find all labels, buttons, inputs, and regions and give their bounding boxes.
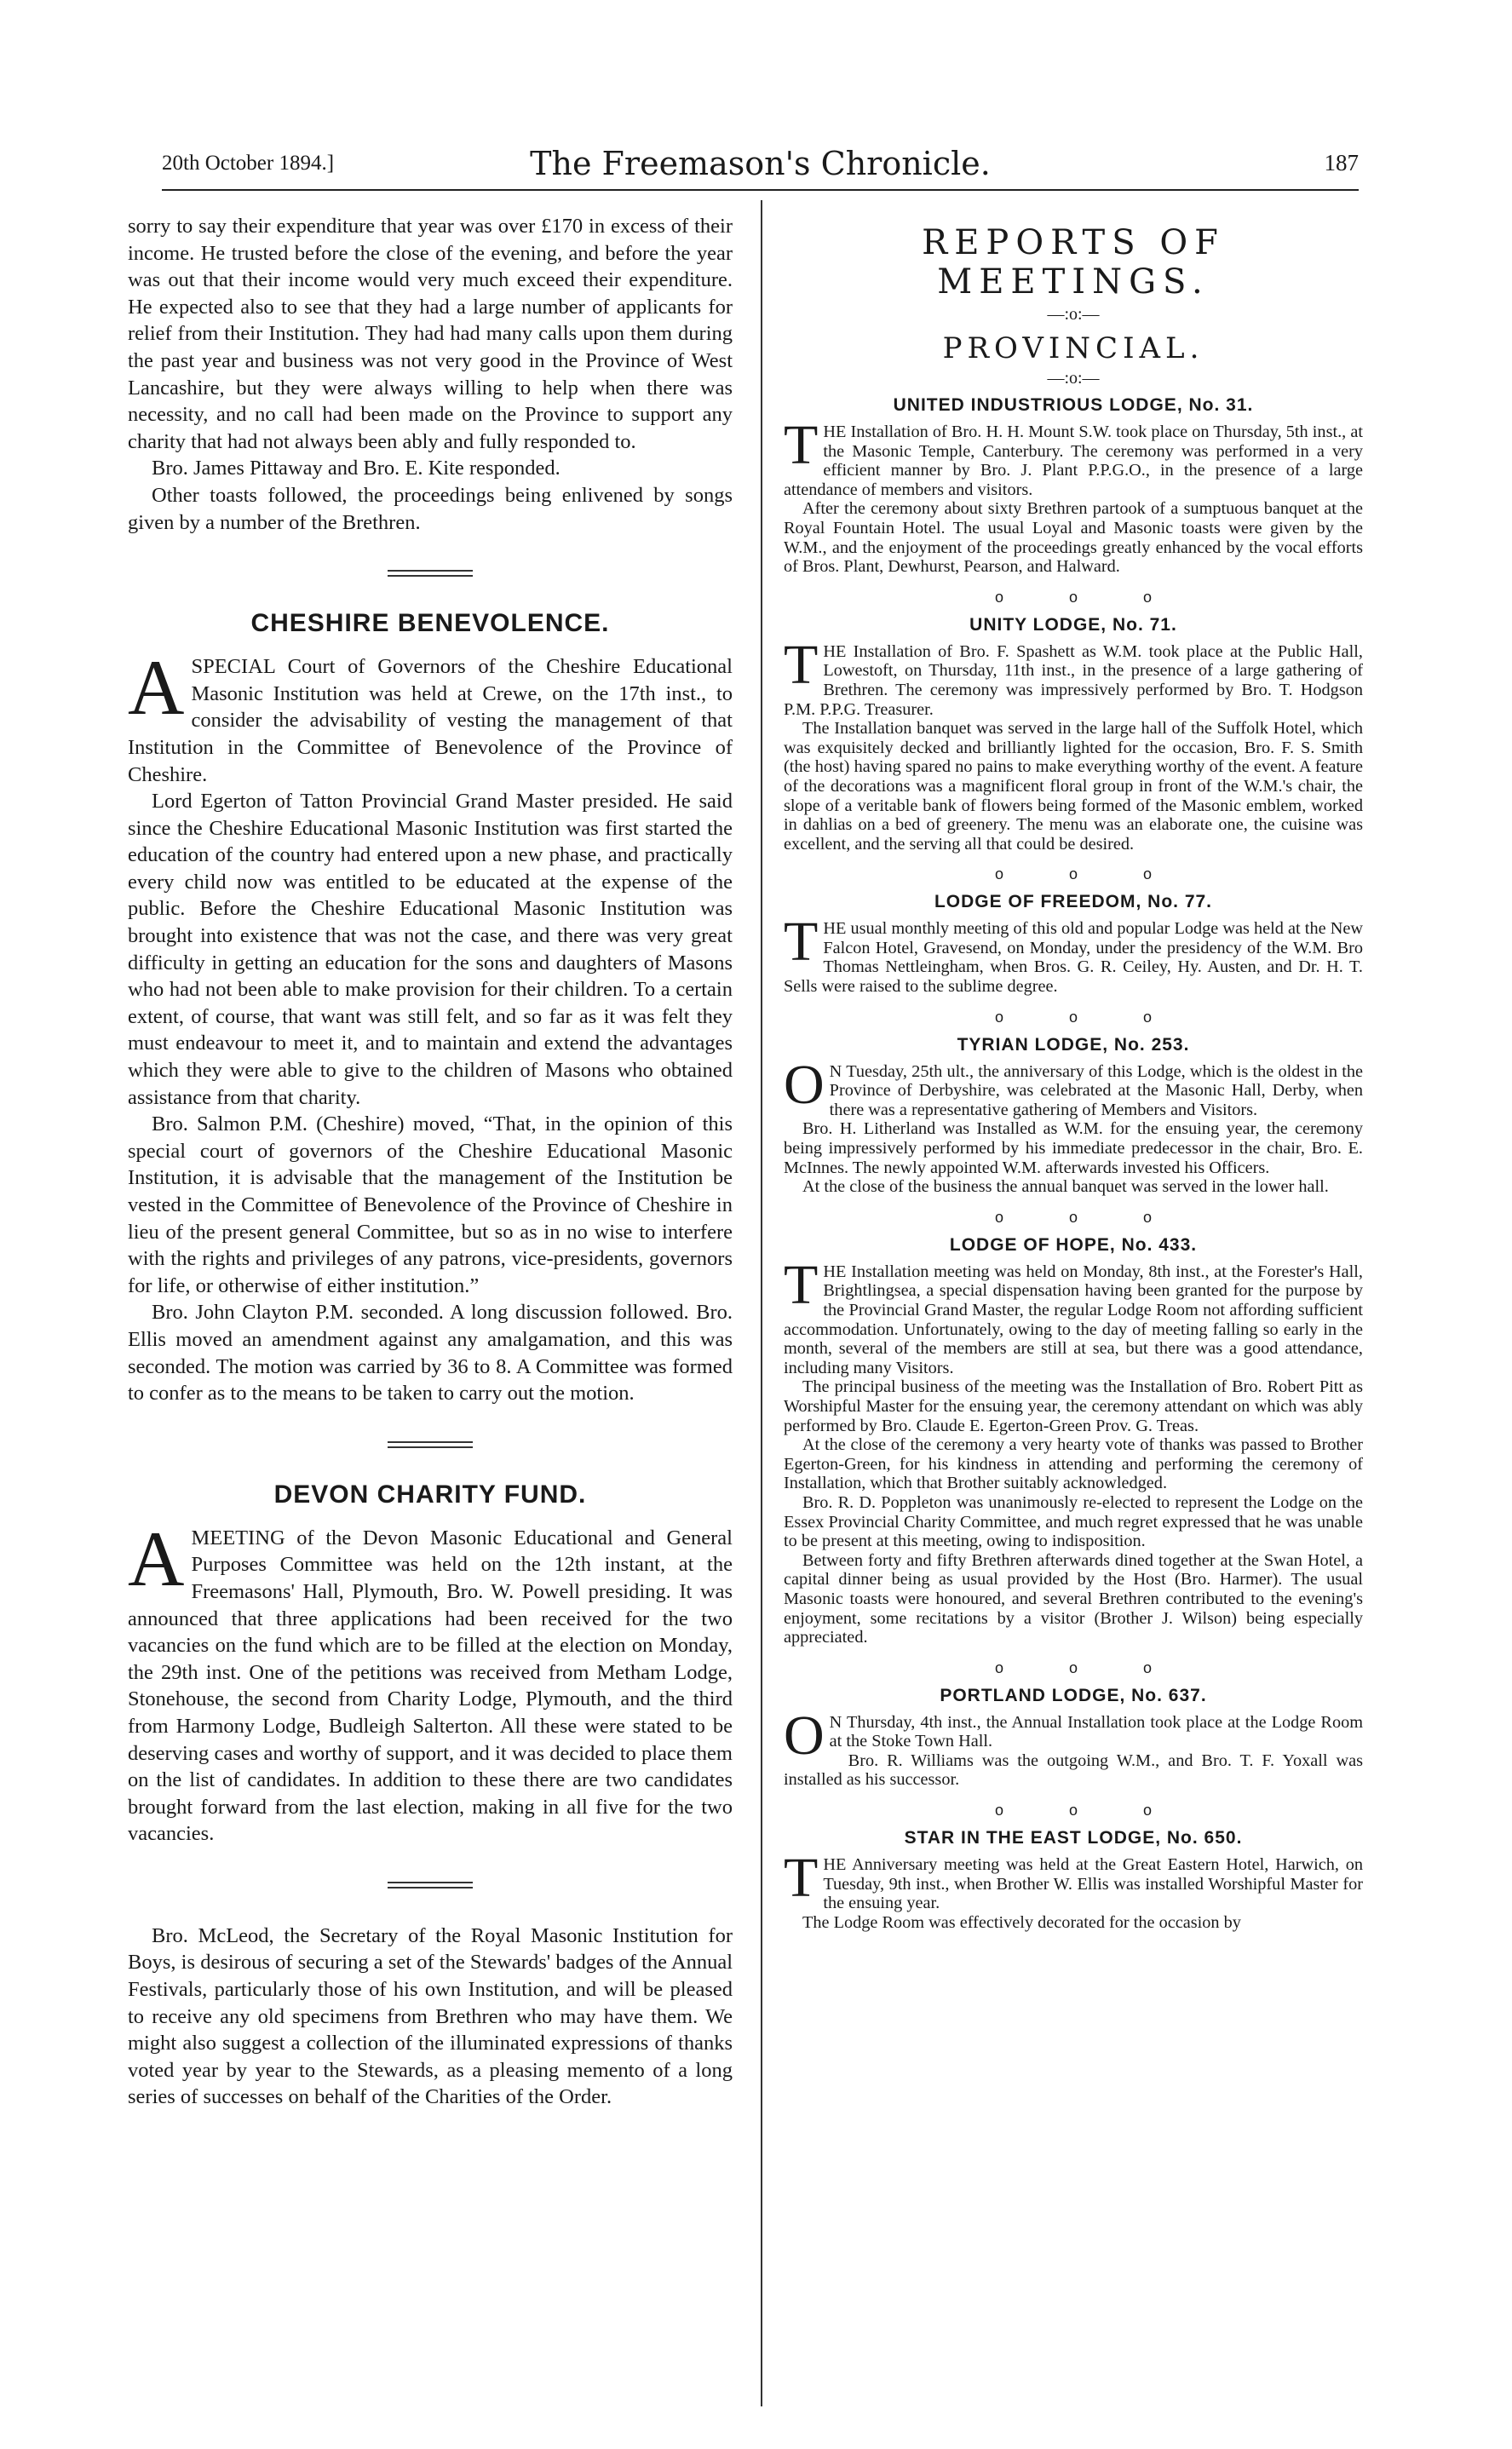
header-rule [162, 189, 1359, 191]
publication-title: The Freemason's Chronicle. [530, 145, 991, 182]
report-separator: o o o [994, 1802, 1183, 1820]
section-heading-devon: DEVON CHARITY FUND. [273, 1480, 587, 1509]
drop-cap: A [128, 1515, 185, 1602]
lodge-heading: PORTLAND LODGE, No. 637. [940, 1685, 1207, 1705]
column-divider [761, 200, 762, 2406]
issue-date: 20th October 1894.] [162, 152, 335, 175]
lodge-paragraph: The Lodge Room was effectively decorated for the occasion by [802, 1912, 1241, 1932]
lodge-paragraph: THE Installation of Bro. F. Spashett as W.M. took place at the Public Hall, Lowestoft, on Thursday, 11th inst., in the presence of a large gathering of Brethren. The ceremony was impressively performed by Bro. T. Hodgson P.M. P.P.G. Treasurer. [784, 633, 1363, 719]
drop-cap: T [784, 414, 819, 476]
lodge-paragraph: Bro. R. Williams was the outgoing W.M., and Bro. T. F. Yoxall was installed as his successor. [784, 1751, 1363, 1790]
drop-cap: O [784, 1704, 825, 1767]
article-paragraph: AMEETING of the Devon Masonic Educational and General Purposes Committee was held on the 12th instant, at the Freemasons' Hall, Plymouth, Bro. W. Powell presiding. It was announced that three applications had been received for the two vacancies on the fund which are to be filled at the election on Monday, the 29th inst. One of the petitions was received from Metham Lodge, Stonehouse, the second from Charity Lodge, Plymouth, and the third from Harmony Lodge, Budleigh Salterton. All these were stated to be deserving cases and worthy of support, and it was decided to place them on the list of candidates. In addition to these there are two candidates brought forward from the last election, making in all five for the two vacancies. [128, 1515, 733, 1846]
lodge-paragraph: Bro. R. D. Poppleton was unanimously re-elected to represent the Lodge on the Essex Provincial Charity Committee, and much regret expressed that he was unable to be present at this meeting, owing to indisposition. [784, 1492, 1363, 1551]
ornament: —:o:— [1047, 369, 1100, 388]
article-paragraph: Lord Egerton of Tatton Provincial Grand Master presided. He said since the Cheshire Educational Masonic Institution was first started the education of the country had entered upon a new phase, and practically every child now was entitled to be educated at the expense of the public. Before the Cheshire Educational Masonic Institution was brought into existence that was not the case, and there was very great difficulty in getting an education for the sons and daughters of Masons who had not been able to make provision for their children. To a certain extent, of course, that want was still felt, and so far as it was felt they must endeavour to meet it, and to maintain and extend the advantages which they were able to give to the children of Masons who obtained assistance from that charity. [128, 790, 733, 1109]
lodge-paragraph: At the close of the business the annual banquet was served in the lower hall. [802, 1177, 1329, 1197]
article-paragraph: Bro. John Clayton P.M. seconded. A long discussion followed. Bro. Ellis moved an amendment against any amalgamation, and this was seconded. The motion was carried by 36 to 8. A Committee was formed to confer as to the means to be taken to carry out the motion. [128, 1301, 733, 1406]
intro-paragraph: sorry to say their expenditure that year was over £170 in excess of their income. He trusted before the close of the evening, and before the year was out that their income would very much exceed their expenditure. He expected also to see that they had a large number of applicants for relief from their Institution. They had had many calls upon them during the past year and business was not very good in the Province of West Lancashire, but they were always willing to help when there was necessity, and no call had been made on the Province to support any charity that had not always been ably and fully responded to. [128, 215, 733, 453]
section-separator [388, 1882, 473, 1888]
report-separator: o o o [994, 1208, 1183, 1226]
lodge-heading: LODGE OF HOPE, No. 433. [949, 1234, 1198, 1255]
section-separator [388, 1441, 473, 1448]
article-paragraph: ASPECIAL Court of Governors of the Cheshire Educational Masonic Institution was held at Crewe, on the 17th inst., to consider the advisability of vesting the management of that Institution in the Committee of Benevolence of the Province of Cheshire. [128, 644, 733, 786]
lodge-paragraph: THE Anniversary meeting was held at the Great Eastern Hotel, Harwich, on Tuesday, 9th inst., when Brother W. Ellis was installed Worshipful Master for the ensuing year. [784, 1847, 1363, 1913]
section-separator [388, 570, 473, 577]
lodge-paragraph: THE Installation of Bro. H. H. Mount S.W. took place on Thursday, 5th inst., at the Masonic Temple, Canterbury. The ceremony was performed in a very efficient manner by Bro. J. Plant P.P.G.O., in the presence of a large attendance of members and visitors. [784, 414, 1363, 499]
ornament: —:o:— [1047, 305, 1100, 324]
report-separator: o o o [994, 1659, 1183, 1676]
lodge-heading: UNITY LODGE, No. 71. [969, 614, 1177, 635]
report-separator: o o o [994, 865, 1183, 883]
lodge-heading: LODGE OF FREEDOM, No. 77. [934, 892, 1213, 912]
lodge-paragraph: The Installation banquet was served in the large hall of the Suffolk Hotel, which was exquisitely decked and brilliantly lighted for the occasion, Bro. F. S. Smith (the host) having spared no pains to make everything worthy of the event. A feature of the decorations was a magnificent floral group in front of the W.M.'s chair, the slope of a veritable bank of flowers being formed of the Masonic emblem, worked in dahlias on a bed of greenery. The menu was an elaborate one, the cuisine was excellent, and the serving all that could be desired. [784, 719, 1363, 854]
provincial-title: PROVINCIAL. [942, 331, 1204, 365]
section-heading-cheshire: CHESHIRE BENEVOLENCE. [250, 609, 610, 638]
lodge-paragraph: Bro. H. Litherland was Installed as W.M. for the ensuing year, the ceremony being impressively performed by his immediate predecessor in the chair, Bro. E. McInnes. The newly appointed W.M. afterwards invested his Officers. [784, 1119, 1363, 1177]
lodge-heading: UNITED INDUSTRIOUS LODGE, No. 31. [893, 395, 1254, 415]
lodge-paragraph: O N Thursday, 4th inst., the Annual Installation took place at the Lodge Room at the Stoke Town Hall. [784, 1704, 1363, 1767]
drop-cap: T [784, 1253, 819, 1316]
intro-paragraph: Bro. James Pittaway and Bro. E. Kite responded. [152, 457, 561, 480]
closing-paragraph: Bro. McLeod, the Secretary of the Royal Masonic Institution for Boys, is desirous of securing a set of the Stewards' badges of the Annual Festivals, particularly those of his own Institution, and will be pleased to receive any old specimens from Brethren who may have them. We might also suggest a collection of the illuminated expressions of thanks voted year by year to the Stewards, as a pleasing memento of a long series of successes on behalf of the Charities of the Order. [128, 1923, 733, 2109]
lodge-paragraph: O N Tuesday, 25th ult., the anniversary of this Lodge, which is the oldest in the Province of Derbyshire, was celebrated at the Masonic Hall, Derby, when there was a representative gathering of Members and Visitors. [784, 1053, 1363, 1119]
lodge-paragraph: Between forty and fifty Brethren afterwards dined together at the Swan Hotel, a capital dinner being as usual provided by the Host (Bro. Harmer). The usual Masonic toasts were honoured, and several Brethren contributed to the evening's enjoyment, some recitations by a visitor (Brother J. Wilson) being especially appreciated. [784, 1550, 1363, 1647]
report-separator: o o o [994, 1008, 1183, 1026]
lodge-heading: STAR IN THE EAST LODGE, No. 650. [904, 1828, 1243, 1848]
lodge-paragraph: After the ceremony about sixty Brethren partook of a sumptuous banquet at the Royal Fountain Hotel. The usual Loyal and Masonic toasts were given by the W.M., and the enjoyment of the proceedings greatly enhanced by the vocal efforts of Bros. Plant, Dewhurst, Pearson, and Halward. [784, 499, 1363, 577]
lodge-paragraph: THE Installation meeting was held on Monday, 8th inst., at the Forester's Hall, Brightlingsea, a special dispensation having been granted for the purpose by the Provincial Grand Master, the regular Lodge Room not affording sufficient accommodation. Unfortunately, owing to the day of meeting falling so early in the month, several of the members are still at sea, but there was a good attendance, including many Visitors. [784, 1253, 1363, 1377]
left-column [128, 213, 733, 2111]
lodge-heading: TYRIAN LODGE, No. 253. [957, 1034, 1190, 1055]
drop-cap: T [784, 633, 819, 696]
page-number: 187 [1324, 150, 1359, 175]
lodge-paragraph: At the close of the ceremony a very hearty vote of thanks was passed to Brother Egerton-Green, for his kindness in attending and performing the ceremony of Installation, which that Brother suitably acknowledged. [784, 1435, 1363, 1493]
intro-paragraph: Other toasts followed, the proceedings being enlivened by songs given by a number of the Brethren. [128, 483, 733, 534]
drop-cap: O [784, 1053, 825, 1116]
lodge-paragraph: THE usual monthly meeting of this old and popular Lodge was held at the New Falcon Hotel, Gravesend, on Monday, under the presidency of the W.M. Bro Thomas Nettleingham, when Bros. G. R. Ceiley, Hy. Austen, and Dr. H. T. Sells were raised to the sublime degree. [784, 911, 1363, 997]
drop-cap: A [128, 644, 185, 732]
report-separator: o o o [994, 588, 1183, 606]
right-column [784, 213, 1363, 1932]
drop-cap: T [784, 911, 819, 974]
article-paragraph: Bro. Salmon P.M. (Cheshire) moved, “That, in the opinion of this special court of governors of the Cheshire Educational Masonic Institution, it is advisable that the management of the Institution be vested in the Committee of Benevolence of the Province of Cheshire in lieu of the present general Committee, but so as in no wise to interfere with the rights and privileges of any patrons, vice-presidents, governors for life, or otherwise of either institution.” [128, 1112, 733, 1297]
drop-cap: T [784, 1847, 819, 1910]
masthead [162, 143, 1359, 186]
lodge-paragraph: The principal business of the meeting was the Installation of Bro. Robert Pitt as Worshipful Master for the ensuing year, the ceremony attendant on which was ably performed by Bro. Claude E. Egerton-Green Prov. G. Treas. [784, 1377, 1363, 1435]
reports-title: REPORTS OF MEETINGS. [922, 223, 1225, 302]
